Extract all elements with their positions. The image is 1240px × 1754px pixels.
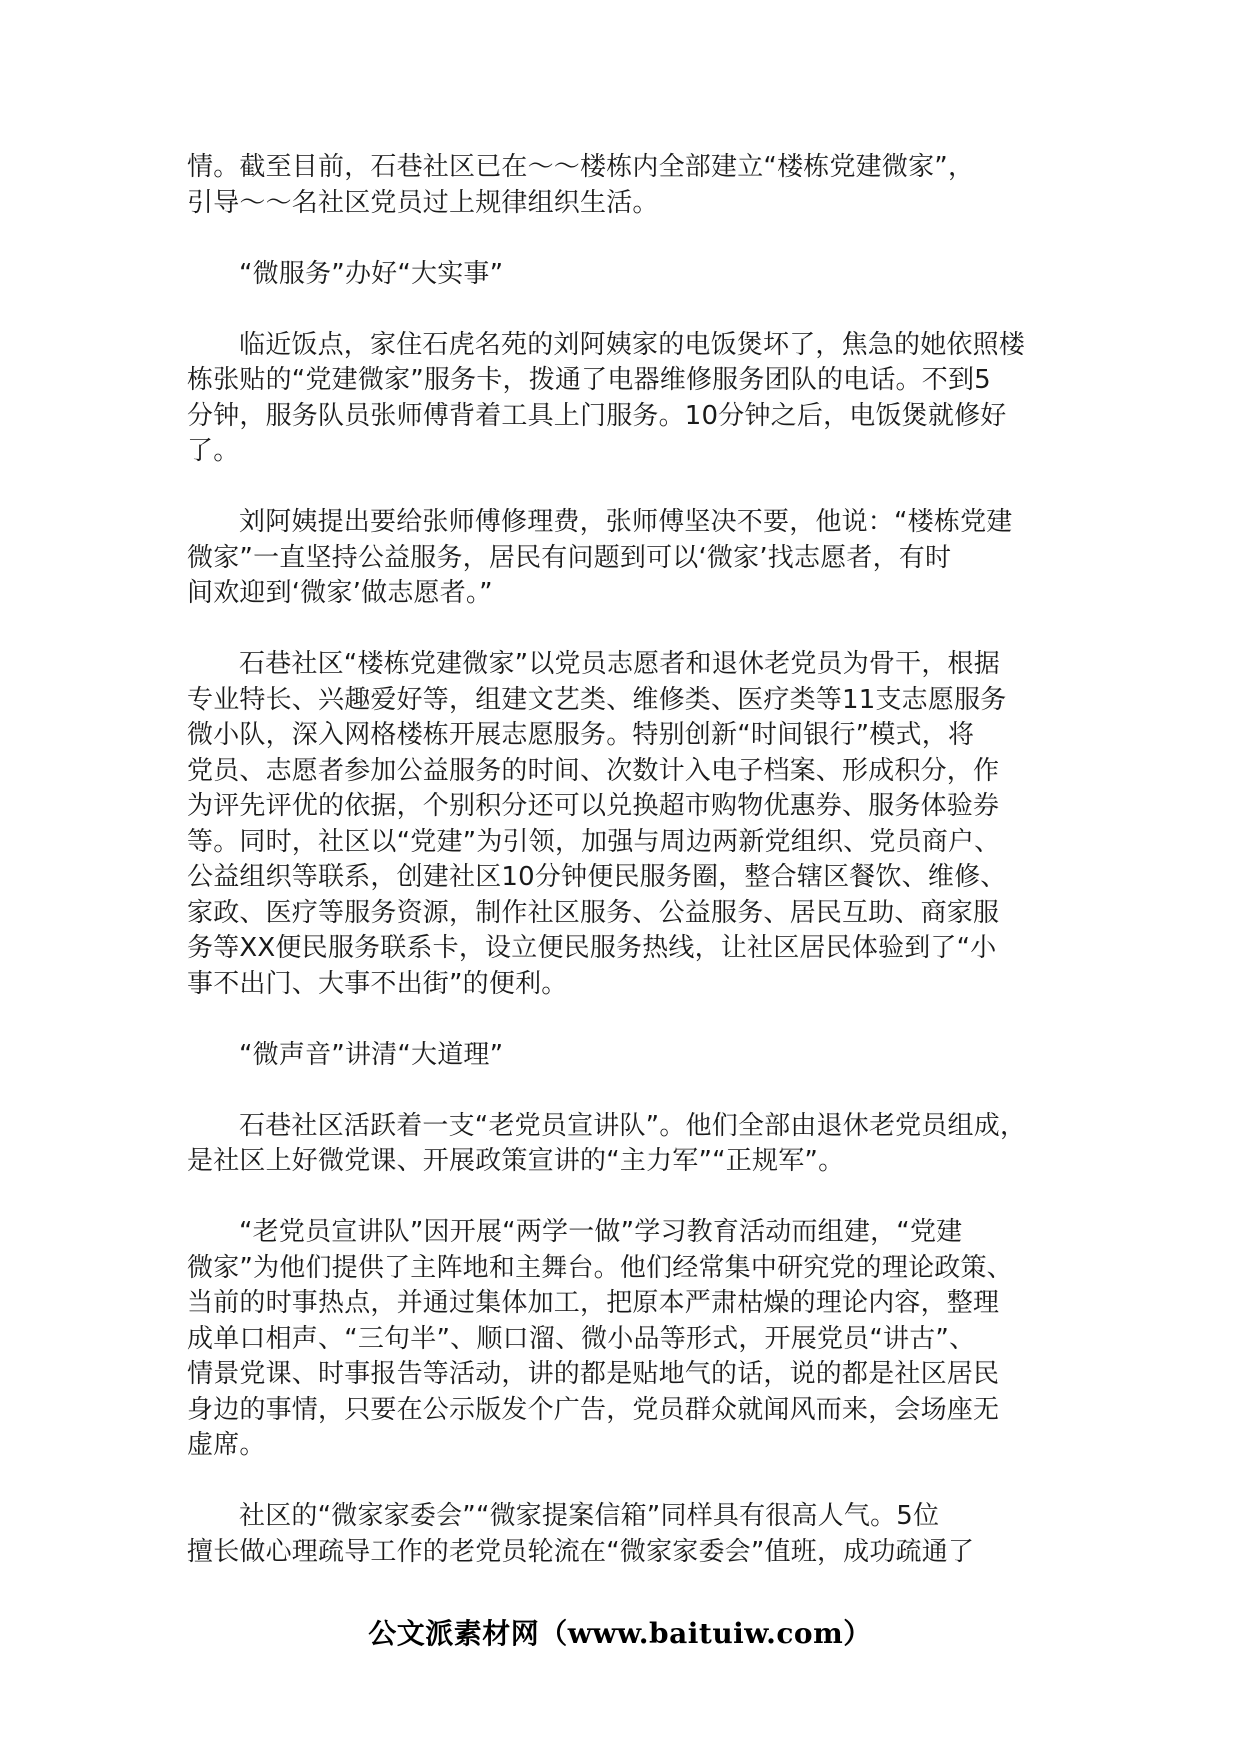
section-heading xyxy=(187,257,1067,293)
text-line: 微家”一直坚持公益服务，居民有问题到可以‘微家’找志愿者，有时 xyxy=(187,542,952,573)
text-line: 家政、医疗等服务资源，制作社区服务、公益服务、居民互助、商家服 xyxy=(187,897,1000,928)
text-line: 身边的事情，只要在公示版发个广告，党员群众就闻风而来，会场座无 xyxy=(187,1394,1000,1425)
text-line: 间欢迎到‘微家’做志愿者。” xyxy=(187,578,493,608)
text-line: “老党员宣讲队”因开展“两学一做”学习教育活动而组建，“党建 xyxy=(239,1217,963,1247)
section-heading xyxy=(187,1038,1067,1074)
paragraph xyxy=(187,1499,1067,1570)
text-line: 务等XX便民服务联系卡，设立便民服务热线，让社区居民体验到了“小 xyxy=(187,933,997,963)
text-line: 栋张贴的“党建微家”服务卡，拨通了电器维修服务团队的电话。不到5 xyxy=(187,365,991,395)
text-line: 为评先评优的依据，个别积分还可以兑换超市购物优惠券、服务体验券 xyxy=(187,791,1000,821)
document-body xyxy=(187,150,1067,1570)
text-line: 分钟，服务队员张师傅背着工具上门服务。10分钟之后，电饭煲就修好 xyxy=(187,400,1007,431)
text-line: 等。同时，社区以“党建”为引领，加强与周边两新党组织、党员商户、 xyxy=(187,826,1001,857)
text-line: 事不出门、大事不出街”的便利。 xyxy=(187,968,568,999)
text-line: “微服务”办好“大实事” xyxy=(239,258,504,289)
paragraph xyxy=(187,150,1067,221)
footer-watermark: 公文派素材网（www.baituiw.com） xyxy=(368,1617,872,1650)
text-line: 擅长做心理疏导工作的老党员轮流在“微家家委会”值班，成功疏通了 xyxy=(187,1536,975,1567)
paragraph xyxy=(187,1215,1067,1464)
paragraph xyxy=(187,1109,1067,1180)
text-line: 刘阿姨提出要给张师傅修理费，张师傅坚决不要，他说：“楼栋党建 xyxy=(239,507,1013,537)
paragraph xyxy=(187,647,1067,1002)
text-line: 成单口相声、“三句半”、顺口溜、微小品等形式，开展党员“讲古”、 xyxy=(187,1323,976,1354)
text-line: 虚席。 xyxy=(187,1430,266,1460)
text-line: 当前的时事热点，并通过集体加工，把原本严肃枯燥的理论内容，整理 xyxy=(187,1288,1000,1318)
text-line: 石巷社区“楼栋党建微家”以党员志愿者和退休老党员为骨干，根据 xyxy=(239,649,1000,679)
paragraph xyxy=(187,505,1067,612)
text-line: 引导～～名社区党员过上规律组织生活。 xyxy=(187,187,659,218)
text-line: 石巷社区活跃着一支“老党员宣讲队”。他们全部由退休老党员组成， xyxy=(239,1110,1027,1141)
text-line: 临近饭点，家住石虎名苑的刘阿姨家的电饭煲坏了，焦急的她依照楼 xyxy=(239,329,1026,360)
text-line: 情景党课、时事报告等活动，讲的都是贴地气的话，说的都是社区居民 xyxy=(187,1359,1000,1389)
text-line: 微小队，深入网格楼栋开展志愿服务。特别创新“时间银行”模式，将 xyxy=(187,720,975,750)
text-line: 了。 xyxy=(187,436,240,466)
text-line: 是社区上好微党课、开展政策宣讲的“主力军”“正规军”。 xyxy=(187,1146,845,1176)
text-line: 专业特长、兴趣爱好等，组建文艺类、维修类、医疗类等11支志愿服务 xyxy=(187,684,1007,715)
text-line: 微家”为他们提供了主阵地和主舞台。他们经常集中研究党的理论政策、 xyxy=(187,1252,1013,1283)
paragraph xyxy=(187,328,1067,470)
text-line: 公益组织等联系，创建社区10分钟便民服务圈，整合辖区餐饮、维修、 xyxy=(187,862,1007,892)
text-line: 情。截至目前，石巷社区已在～～楼栋内全部建立“楼栋党建微家”， xyxy=(187,152,975,182)
text-line: 社区的“微家家委会”“微家提案信箱”同样具有很高人气。5位 xyxy=(239,1501,940,1531)
text-line: “微声音”讲清“大道理” xyxy=(239,1039,504,1070)
text-line: 党员、志愿者参加公益服务的时间、次数计入电子档案、形成积分，作 xyxy=(187,755,1000,786)
